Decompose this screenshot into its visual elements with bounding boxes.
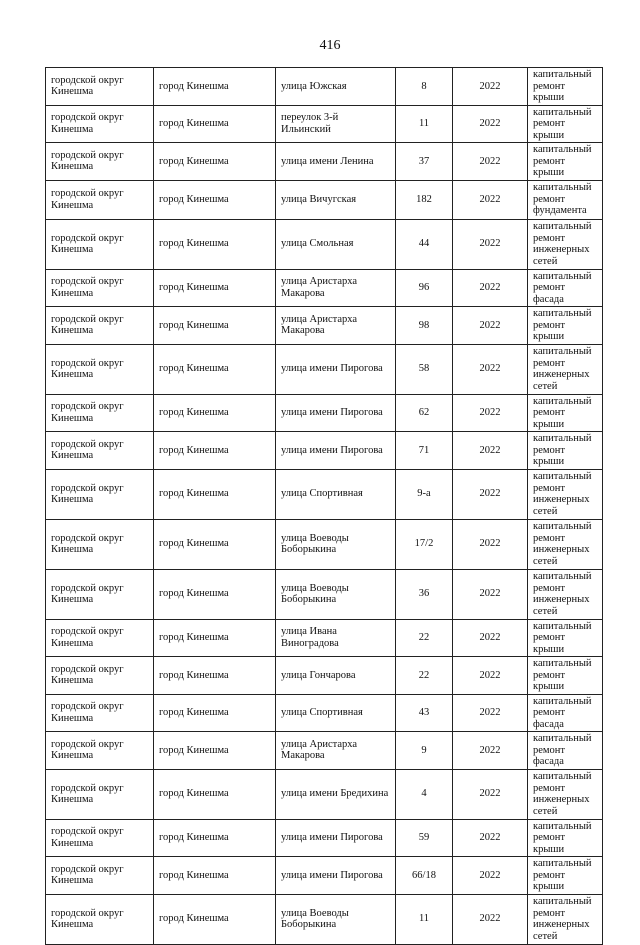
district-cell: городской округ Кинешма — [46, 519, 154, 569]
table-row — [46, 657, 603, 695]
work-type-cell: капитальный ремонт инженерных сетей — [528, 344, 603, 394]
work-type-cell: капитальный ремонт инженерных сетей — [528, 569, 603, 619]
city-cell: город Кинешма — [154, 219, 276, 269]
table-row — [46, 219, 603, 269]
table-row — [46, 732, 603, 770]
house-number-cell: 58 — [396, 344, 453, 394]
year-cell: 2022 — [453, 394, 528, 432]
work-type-cell: капитальный ремонт инженерных сетей — [528, 894, 603, 944]
work-type-cell: капитальный ремонт крыши — [528, 819, 603, 857]
street-cell: улица имени Пирогова — [276, 394, 396, 432]
district-cell: городской округ Кинешма — [46, 180, 154, 219]
year-cell: 2022 — [453, 819, 528, 857]
house-number-cell: 59 — [396, 819, 453, 857]
district-cell: городской округ Кинешма — [46, 105, 154, 143]
street-cell: улица Аристарха Макарова — [276, 732, 396, 770]
street-cell: улица Ивана Виноградова — [276, 619, 396, 657]
work-type-cell: капитальный ремонт крыши — [528, 394, 603, 432]
repair-schedule-table — [45, 67, 603, 945]
street-cell: улица имени Бредихина — [276, 769, 396, 819]
work-type-cell: капитальный ремонт фасада — [528, 269, 603, 307]
work-type-cell: капитальный ремонт крыши — [528, 432, 603, 470]
house-number-cell: 22 — [396, 619, 453, 657]
year-cell: 2022 — [453, 732, 528, 770]
year-cell: 2022 — [453, 519, 528, 569]
street-cell: улица Спортивная — [276, 694, 396, 732]
city-cell: город Кинешма — [154, 432, 276, 470]
street-cell: улица имени Ленина — [276, 143, 396, 181]
house-number-cell: 43 — [396, 694, 453, 732]
year-cell: 2022 — [453, 619, 528, 657]
table-row — [46, 469, 603, 519]
street-cell: улица Аристарха Макарова — [276, 269, 396, 307]
year-cell: 2022 — [453, 269, 528, 307]
year-cell: 2022 — [453, 657, 528, 695]
city-cell: город Кинешма — [154, 732, 276, 770]
street-cell: улица имени Пирогова — [276, 819, 396, 857]
district-cell: городской округ Кинешма — [46, 819, 154, 857]
street-cell: улица Аристарха Макарова — [276, 307, 396, 345]
street-cell: улица Вичугская — [276, 180, 396, 219]
street-cell: улица Воеводы Боборыкина — [276, 894, 396, 944]
house-number-cell: 9-а — [396, 469, 453, 519]
district-cell: городской округ Кинешма — [46, 469, 154, 519]
street-cell: переулок 3-й Ильинский — [276, 105, 396, 143]
year-cell: 2022 — [453, 105, 528, 143]
work-type-cell: капитальный ремонт крыши — [528, 143, 603, 181]
city-cell: город Кинешма — [154, 143, 276, 181]
table-row — [46, 307, 603, 345]
table-body — [46, 68, 603, 945]
work-type-cell: капитальный ремонт крыши — [528, 68, 603, 106]
city-cell: город Кинешма — [154, 344, 276, 394]
house-number-cell: 36 — [396, 569, 453, 619]
street-cell: улица Гончарова — [276, 657, 396, 695]
table-row — [46, 857, 603, 895]
work-type-cell: капитальный ремонт фасада — [528, 694, 603, 732]
table-row — [46, 394, 603, 432]
street-cell: улица имени Пирогова — [276, 344, 396, 394]
district-cell: городской округ Кинешма — [46, 68, 154, 106]
street-cell: улица Южская — [276, 68, 396, 106]
house-number-cell: 22 — [396, 657, 453, 695]
house-number-cell: 37 — [396, 143, 453, 181]
city-cell: город Кинешма — [154, 307, 276, 345]
year-cell: 2022 — [453, 894, 528, 944]
year-cell: 2022 — [453, 857, 528, 895]
table-row — [46, 694, 603, 732]
year-cell: 2022 — [453, 344, 528, 394]
district-cell: городской округ Кинешма — [46, 694, 154, 732]
table-row — [46, 769, 603, 819]
year-cell: 2022 — [453, 219, 528, 269]
year-cell: 2022 — [453, 68, 528, 106]
city-cell: город Кинешма — [154, 857, 276, 895]
work-type-cell: капитальный ремонт инженерных сетей — [528, 219, 603, 269]
city-cell: город Кинешма — [154, 68, 276, 106]
year-cell: 2022 — [453, 769, 528, 819]
table-row — [46, 819, 603, 857]
house-number-cell: 71 — [396, 432, 453, 470]
work-type-cell: капитальный ремонт фундамента — [528, 180, 603, 219]
year-cell: 2022 — [453, 143, 528, 181]
work-type-cell: капитальный ремонт крыши — [528, 857, 603, 895]
city-cell: город Кинешма — [154, 819, 276, 857]
house-number-cell: 66/18 — [396, 857, 453, 895]
city-cell: город Кинешма — [154, 694, 276, 732]
house-number-cell: 11 — [396, 894, 453, 944]
table-row — [46, 569, 603, 619]
house-number-cell: 182 — [396, 180, 453, 219]
work-type-cell: капитальный ремонт крыши — [528, 619, 603, 657]
city-cell: город Кинешма — [154, 569, 276, 619]
table-row — [46, 105, 603, 143]
house-number-cell: 11 — [396, 105, 453, 143]
year-cell: 2022 — [453, 569, 528, 619]
district-cell: городской округ Кинешма — [46, 394, 154, 432]
street-cell: улица Спортивная — [276, 469, 396, 519]
work-type-cell: капитальный ремонт инженерных сетей — [528, 769, 603, 819]
district-cell: городской округ Кинешма — [46, 769, 154, 819]
table-row — [46, 68, 603, 106]
district-cell: городской округ Кинешма — [46, 732, 154, 770]
district-cell: городской округ Кинешма — [46, 307, 154, 345]
house-number-cell: 8 — [396, 68, 453, 106]
district-cell: городской округ Кинешма — [46, 857, 154, 895]
district-cell: городской округ Кинешма — [46, 894, 154, 944]
city-cell: город Кинешма — [154, 469, 276, 519]
district-cell: городской округ Кинешма — [46, 344, 154, 394]
city-cell: город Кинешма — [154, 619, 276, 657]
house-number-cell: 98 — [396, 307, 453, 345]
table-row — [46, 894, 603, 944]
house-number-cell: 4 — [396, 769, 453, 819]
table-row — [46, 143, 603, 181]
district-cell: городской округ Кинешма — [46, 619, 154, 657]
city-cell: город Кинешма — [154, 894, 276, 944]
work-type-cell: капитальный ремонт крыши — [528, 657, 603, 695]
district-cell: городской округ Кинешма — [46, 657, 154, 695]
house-number-cell: 62 — [396, 394, 453, 432]
city-cell: город Кинешма — [154, 519, 276, 569]
district-cell: городской округ Кинешма — [46, 143, 154, 181]
work-type-cell: капитальный ремонт инженерных сетей — [528, 519, 603, 569]
street-cell: улица имени Пирогова — [276, 857, 396, 895]
city-cell: город Кинешма — [154, 394, 276, 432]
table-row — [46, 619, 603, 657]
street-cell: улица Смольная — [276, 219, 396, 269]
city-cell: город Кинешма — [154, 657, 276, 695]
house-number-cell: 9 — [396, 732, 453, 770]
work-type-cell: капитальный ремонт крыши — [528, 105, 603, 143]
city-cell: город Кинешма — [154, 769, 276, 819]
table-row — [46, 344, 603, 394]
district-cell: городской округ Кинешма — [46, 432, 154, 470]
street-cell: улица Воеводы Боборыкина — [276, 519, 396, 569]
work-type-cell: капитальный ремонт фасада — [528, 732, 603, 770]
table-row — [46, 519, 603, 569]
year-cell: 2022 — [453, 180, 528, 219]
year-cell: 2022 — [453, 432, 528, 470]
city-cell: город Кинешма — [154, 269, 276, 307]
house-number-cell: 44 — [396, 219, 453, 269]
table-row — [46, 180, 603, 219]
page-number: 416 — [319, 38, 341, 53]
work-type-cell: капитальный ремонт крыши — [528, 307, 603, 345]
year-cell: 2022 — [453, 694, 528, 732]
city-cell: город Кинешма — [154, 105, 276, 143]
house-number-cell: 96 — [396, 269, 453, 307]
city-cell: город Кинешма — [154, 180, 276, 219]
district-cell: городской округ Кинешма — [46, 269, 154, 307]
table-row — [46, 269, 603, 307]
street-cell: улица Воеводы Боборыкина — [276, 569, 396, 619]
year-cell: 2022 — [453, 469, 528, 519]
district-cell: городской округ Кинешма — [46, 569, 154, 619]
house-number-cell: 17/2 — [396, 519, 453, 569]
year-cell: 2022 — [453, 307, 528, 345]
table-row — [46, 432, 603, 470]
street-cell: улица имени Пирогова — [276, 432, 396, 470]
district-cell: городской округ Кинешма — [46, 219, 154, 269]
work-type-cell: капитальный ремонт инженерных сетей — [528, 469, 603, 519]
